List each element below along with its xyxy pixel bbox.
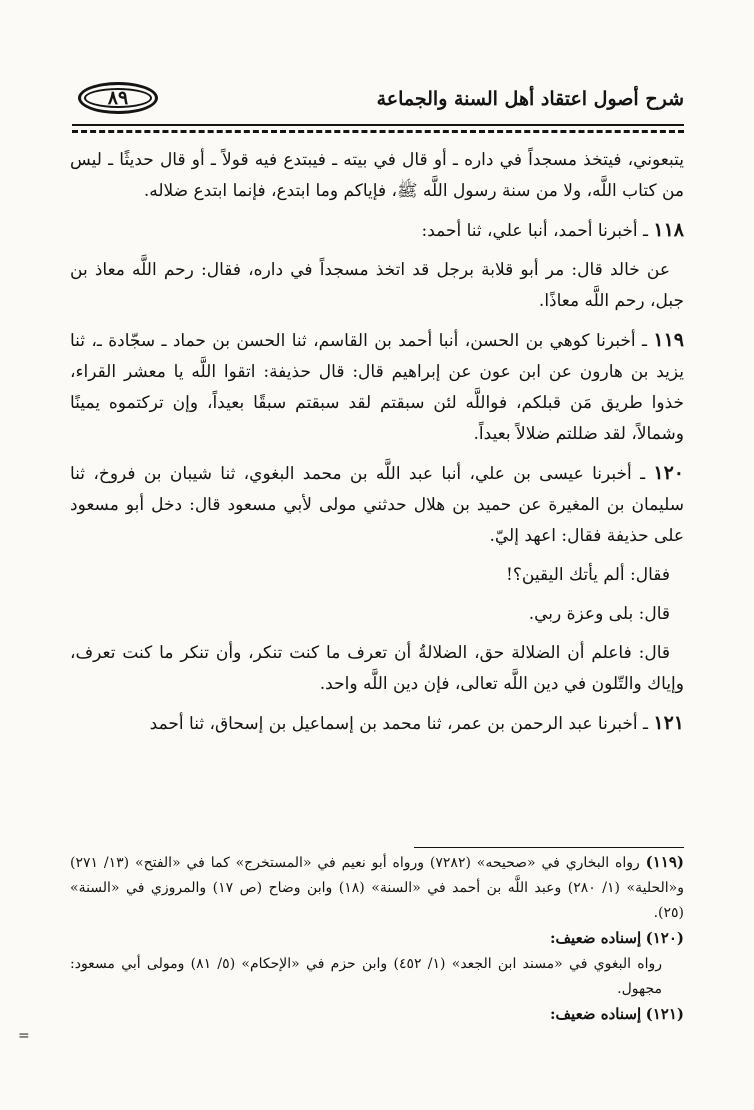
page-number-badge (78, 82, 158, 114)
footnote-separator (414, 847, 684, 848)
hadith-number-119: ١١٩ (653, 329, 684, 351)
footnote-121-title: إسناده ضعيف: (549, 1005, 642, 1023)
hadith-number-120: ١٢٠ (653, 462, 685, 484)
paragraph-continuation: يتبعوني، فيتخذ مسجداً في داره ـ أو قال في بيته ـ فيبتدع فيه قولاً ـ أو قال حديثًا ـ ليس من كتاب اللَّه، ولا من سنة رسول اللَّه ﷺ، فإياكم وما ابتدع، فإنما ابتدع ضلاله. (70, 150, 684, 201)
hadith-120-text: ـ أخبرنا عيسى بن علي، أنبا عبد اللَّه بن محمد البغوي، ثنا شيبان بن فروخ، ثنا سليمان بن المغيرة عن حميد بن هلال حدثني مولى لأبي مسعود قال: دخل أبو مسعود على حذيفة فقال: اعهد إليّ. (70, 464, 684, 546)
footnote-label-119: (١١٩) (645, 853, 684, 871)
hadith-118-text: عن خالد قال: مر أبو قلابة برجل قد اتخذ مسجداً في داره، فقال: رحم اللَّه معاذ بن جبل، رحم اللَّه معاذًا. (70, 260, 684, 311)
book-title: شرح أصول اعتقاد أهل السنة والجماعة (376, 88, 684, 110)
hadith-120-line-3: قال: فاعلم أن الضلالة حق، الضلالةُ أن تعرف ما كنت تنكر، وأن تنكر ما كنت تعرف، وإياك والتّلون في دين اللَّه تعالى، فإن دين اللَّه واحد. (70, 643, 684, 694)
hadith-119-text: ـ أخبرنا كوهي بن الحسن، أنبا أحمد بن القاسم، ثنا الحسن بن حماد ـ سجّادة ـ، ثنا يزيد بن هارون عن ابن عون عن إبراهيم قال: قال حذيفة: اتقوا اللَّه يا معشر القراء، خذوا طريق مَن قبلكم، فواللَّه لئن سبقتم لقد سبقتم سبقًا بعيداً، وإن تركتموه يمينًا وشمالاً، لقد ضللتم ضلالاً بعيداً. (70, 331, 684, 444)
hadith-120-line-2: قال: بلى وعزة ربي. (528, 604, 670, 624)
page-number: ٨٩ (107, 87, 129, 109)
hadith-120 (70, 458, 684, 552)
hadith-number-118: ١١٨ (653, 219, 684, 241)
hadith-119 (70, 325, 684, 450)
hadith-121-text: ـ أخبرنا عبد الرحمن بن عمر، ثنا محمد بن إسماعيل بن إسحاق، ثنا أحمد (149, 714, 648, 734)
footnote-label-120: (١٢٠) (645, 929, 684, 947)
footnote-120-text: رواه البغوي في «مسند ابن الجعد» (١/ ٤٥٢) وابن حزم في «الإحكام» (٥/ ٨١) ومولى أبي مسعود: مجهول. (70, 956, 663, 997)
hadith-118-isnad-text: ـ أخبرنا أحمد، أنبا علي، ثنا أحمد: (421, 221, 648, 241)
footnote-119 (70, 850, 684, 926)
header-rule (72, 124, 684, 126)
header-dashed-rule (72, 130, 684, 133)
hadith-121 (70, 708, 684, 740)
footnote-121-heading (70, 1002, 684, 1028)
margin-mark: = (18, 1028, 30, 1044)
hadith-120-line-1: فقال: ألم يأتك اليقين؟! (506, 565, 670, 585)
hadith-118-isnad (70, 215, 684, 247)
main-text (70, 145, 684, 748)
hadith-number-121: ١٢١ (653, 712, 684, 734)
footnote-119-text: رواه البخاري في «صحيحه» (٧٢٨٢) ورواه أبو نعيم في «المستخرج» كما في «الفتح» (١٣/ ٢٧١) و«الحلية» (١/ ٢٨٠) وعبد اللَّه بن أحمد في «السنة» (١٨) وابن وضاح (ص ١٧) والمروزي في «السنة» (٢٥). (70, 855, 684, 921)
page-header (70, 82, 684, 124)
footnote-label-121: (١٢١) (645, 1005, 684, 1023)
footnote-120-title: إسناده ضعيف: (549, 929, 642, 947)
footnotes (70, 850, 684, 1028)
footnote-120-heading (70, 926, 684, 952)
